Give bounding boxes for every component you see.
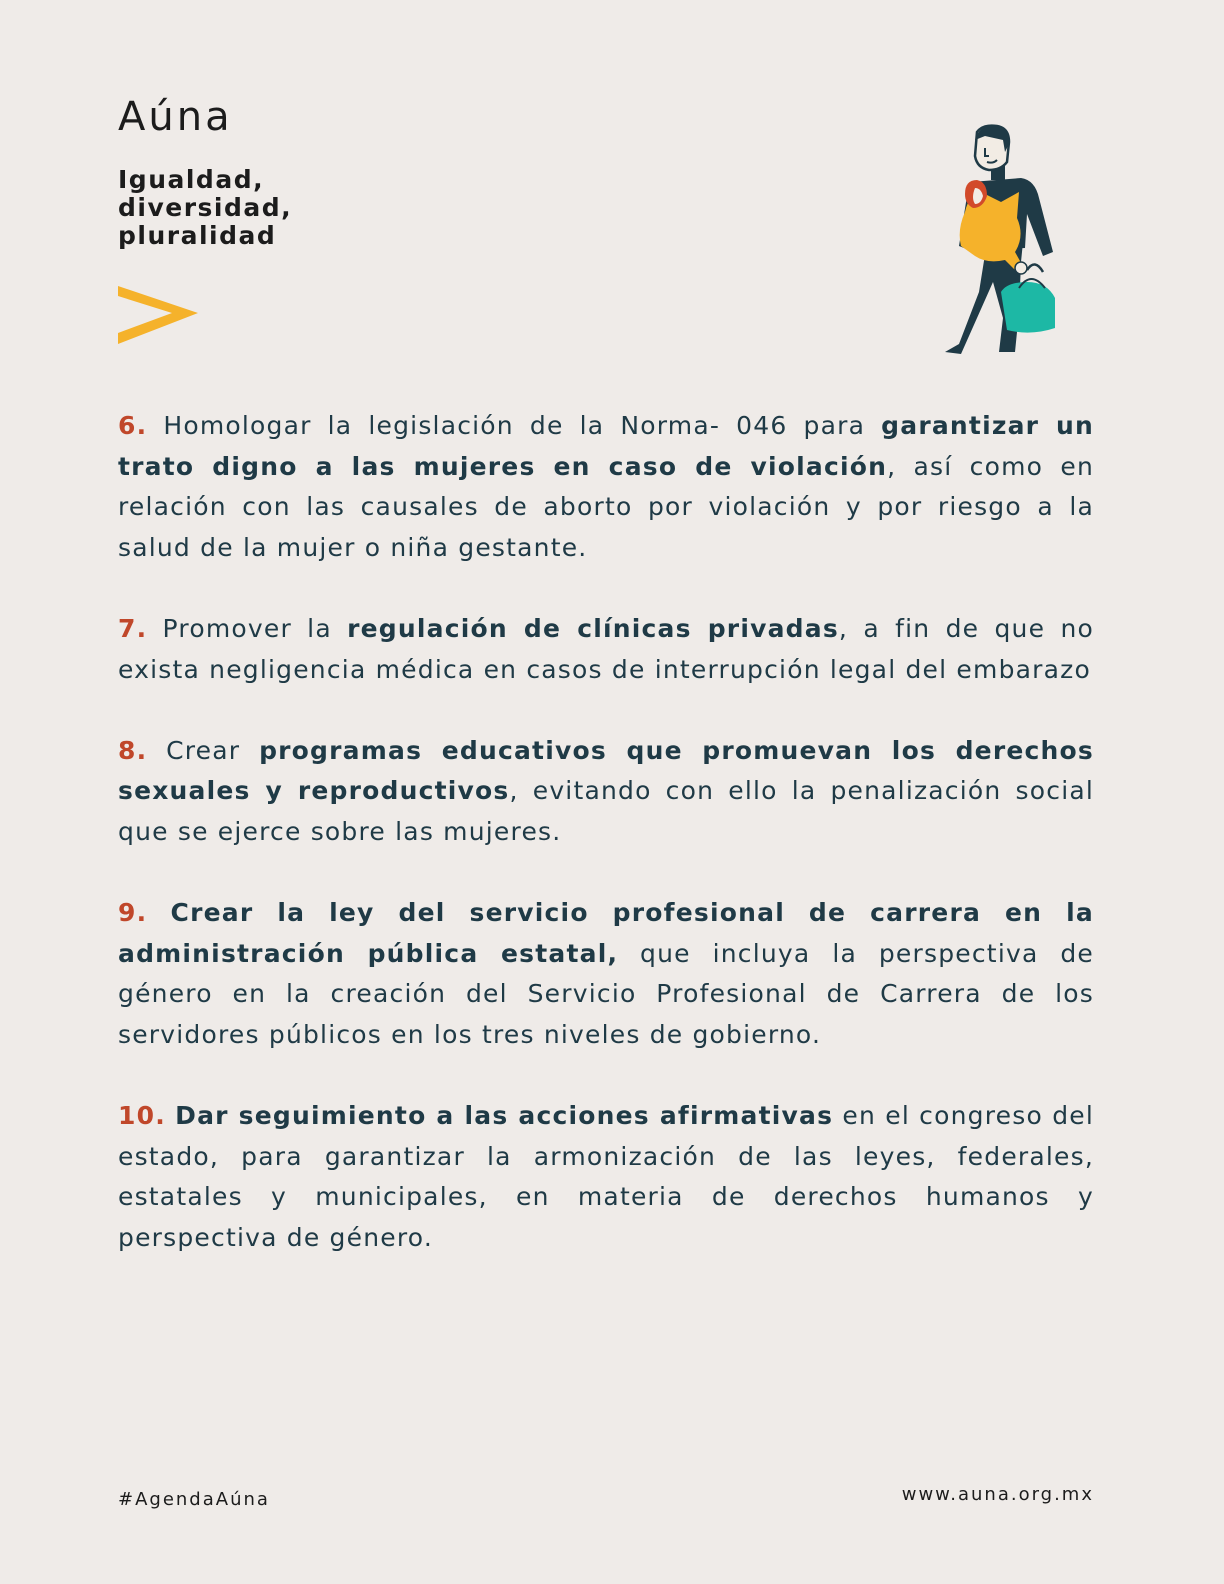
chevron-right-icon bbox=[118, 286, 198, 344]
item-highlight: Dar seguimiento a las acciones afirmativas bbox=[175, 1101, 834, 1131]
item-number: 10. bbox=[118, 1101, 166, 1131]
list-item bbox=[118, 609, 1094, 690]
tagline-line: diversidad, bbox=[118, 193, 293, 222]
tagline-line: Igualdad, bbox=[118, 165, 265, 194]
tagline-line: pluralidad bbox=[118, 221, 277, 250]
item-highlight: regulación de clínicas privadas bbox=[347, 613, 839, 643]
item-number: 9. bbox=[118, 898, 148, 928]
item-highlight: garantizar un trato digno a las mujeres en caso de violación bbox=[118, 411, 1094, 481]
item-text bbox=[166, 1101, 175, 1130]
brand-logo: Aúna bbox=[118, 94, 233, 140]
item-text: Crear bbox=[147, 735, 260, 765]
footer-website-link[interactable]: www.auna.org.mx bbox=[901, 1484, 1094, 1505]
item-number: 7. bbox=[118, 613, 148, 643]
list-item bbox=[118, 406, 1094, 568]
item-text: en el congreso del estado, para garantizar la armonización de las leyes, federales, estatales y municipales, en materia de derechos humanos y perspectiva de género. bbox=[118, 1101, 1094, 1252]
item-number: 8. bbox=[118, 735, 148, 765]
list-item bbox=[118, 893, 1094, 1055]
parent-with-baby-illustration bbox=[935, 122, 1065, 357]
item-text: que incluya la perspectiva de género en la creación del Servicio Profesional de Carrera de los servidores públicos en los tres niveles de gobierno. bbox=[118, 938, 1094, 1049]
item-text bbox=[147, 898, 170, 927]
proposal-list bbox=[118, 406, 1094, 1299]
item-number: 6. bbox=[118, 411, 148, 440]
item-highlight: programas educativos que promuevan los derechos sexuales y reproductivos bbox=[118, 735, 1094, 806]
item-text: Homologar la legislación de la Norma- 046 para bbox=[147, 411, 882, 440]
item-text: , así como en relación con las causales de aborto por violación y por riesgo a la salud de la mujer o niña gestante. bbox=[118, 451, 1095, 562]
item-text: , evitando con ello la penalización social que se ejerce sobre las mujeres. bbox=[118, 776, 1095, 846]
footer-hashtag: #AgendaAúna bbox=[118, 1489, 270, 1510]
list-item bbox=[118, 1096, 1094, 1258]
brand-tagline bbox=[118, 166, 292, 250]
item-text: , a fin de que no exista negligencia médica en casos de interrupción legal del embarazo bbox=[118, 613, 1094, 684]
item-highlight: Crear la ley del servicio profesional de carrera en la administración pública estatal, bbox=[118, 898, 1094, 968]
item-text: Promover la bbox=[147, 613, 348, 643]
list-item bbox=[118, 731, 1094, 853]
